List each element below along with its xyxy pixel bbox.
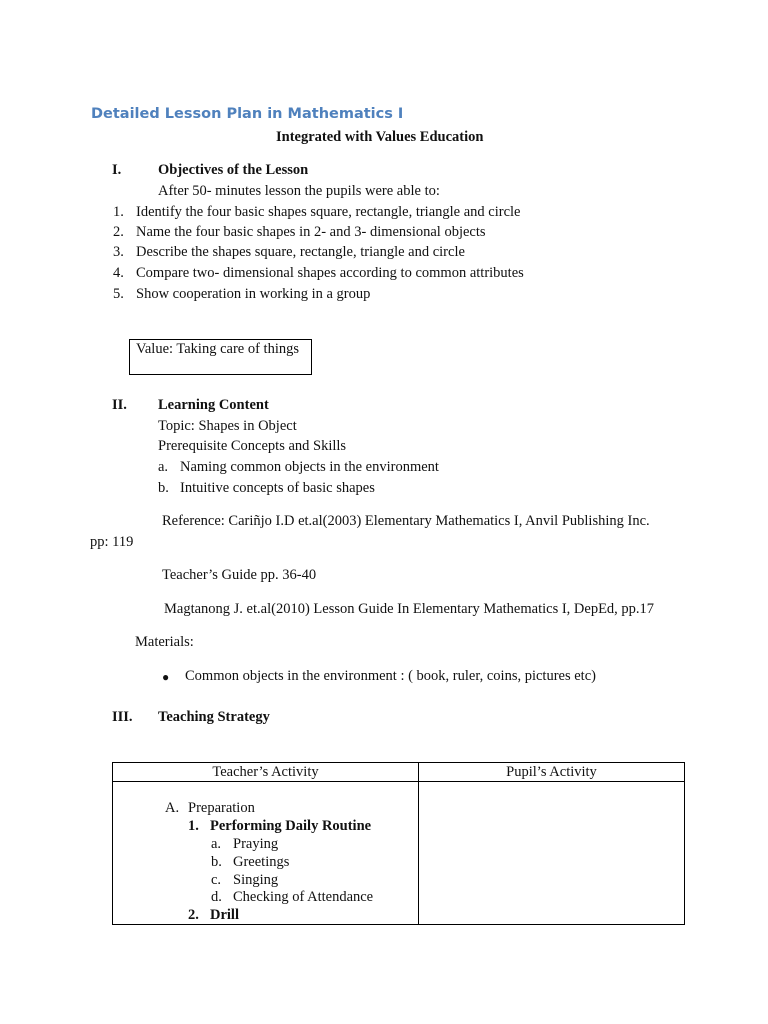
section-1-numeral: I. xyxy=(112,162,122,178)
drill-label: Drill xyxy=(210,907,239,923)
objective-text: Name the four basic shapes in 2- and 3- dimensional objects xyxy=(136,224,486,240)
objective-number: 1. xyxy=(113,204,124,220)
section-3-numeral: III. xyxy=(112,709,133,725)
teacher-activity-cell xyxy=(113,782,419,925)
routine-letter: d. xyxy=(211,889,222,905)
objective-text: Identify the four basic shapes square, rectangle, triangle and circle xyxy=(136,204,521,220)
objective-text: Describe the shapes square, rectangle, triangle and circle xyxy=(136,244,465,260)
objective-text: Compare two- dimensional shapes according to common attributes xyxy=(136,265,524,281)
prerequisite-heading: Prerequisite Concepts and Skills xyxy=(158,438,347,454)
pupil-activity-cell xyxy=(419,782,685,925)
reference-pages: pp: 119 xyxy=(90,534,134,550)
reference-line: Reference: Cariñjo I.D et.al(2003) Elementary Mathematics I, Anvil Publishing Inc. xyxy=(162,513,650,529)
teacher-activity-header: Teacher’s Activity xyxy=(113,763,419,782)
document-title: Detailed Lesson Plan in Mathematics I xyxy=(91,106,404,122)
topic-line: Topic: Shapes in Object xyxy=(158,418,297,434)
magtanong-reference: Magtanong J. et.al(2010) Lesson Guide In Elementary Mathematics I, DepEd, pp.17 xyxy=(164,601,655,617)
table-row xyxy=(113,782,685,925)
bullet-icon: ● xyxy=(162,670,170,684)
prereq-letter: a. xyxy=(158,459,169,475)
prereq-item: Intuitive concepts of basic shapes xyxy=(180,480,375,496)
routine-letter: b. xyxy=(211,854,222,870)
prereq-letter: b. xyxy=(158,480,169,496)
routine-letter: c. xyxy=(211,872,222,888)
routine-item: Greetings xyxy=(233,854,290,870)
objective-number: 5. xyxy=(113,286,124,302)
activity-table xyxy=(112,762,685,925)
materials-item: Common objects in the environment : ( book, ruler, coins, pictures etc) xyxy=(185,668,596,684)
teachers-guide-reference: Teacher’s Guide pp. 36-40 xyxy=(162,567,317,583)
objective-number: 3. xyxy=(113,244,124,260)
section-3-heading: Teaching Strategy xyxy=(158,709,270,725)
document-subtitle: Integrated with Values Education xyxy=(276,129,484,145)
routine-label: Performing Daily Routine xyxy=(210,818,372,834)
prep-letter: A. xyxy=(165,800,180,816)
prep-label: Preparation xyxy=(188,800,255,816)
table-header-row xyxy=(113,763,685,782)
objective-number: 2. xyxy=(113,224,124,240)
pupil-activity-header: Pupil’s Activity xyxy=(419,763,685,782)
section-1-heading: Objectives of the Lesson xyxy=(158,162,309,178)
routine-number: 1. xyxy=(188,818,199,834)
value-box: Value: Taking care of things xyxy=(129,339,312,375)
materials-label: Materials: xyxy=(135,634,194,650)
routine-item: Praying xyxy=(233,836,279,852)
section-2-heading: Learning Content xyxy=(158,397,269,413)
prereq-item: Naming common objects in the environment xyxy=(180,459,439,475)
section-2-numeral: II. xyxy=(112,397,127,413)
objective-number: 4. xyxy=(113,265,124,281)
objectives-intro: After 50- minutes lesson the pupils were able to: xyxy=(158,183,440,199)
routine-letter: a. xyxy=(211,836,222,852)
routine-item: Checking of Attendance xyxy=(233,889,374,905)
objective-text: Show cooperation in working in a group xyxy=(136,286,371,302)
routine-item: Singing xyxy=(233,872,279,888)
drill-number: 2. xyxy=(188,907,199,923)
